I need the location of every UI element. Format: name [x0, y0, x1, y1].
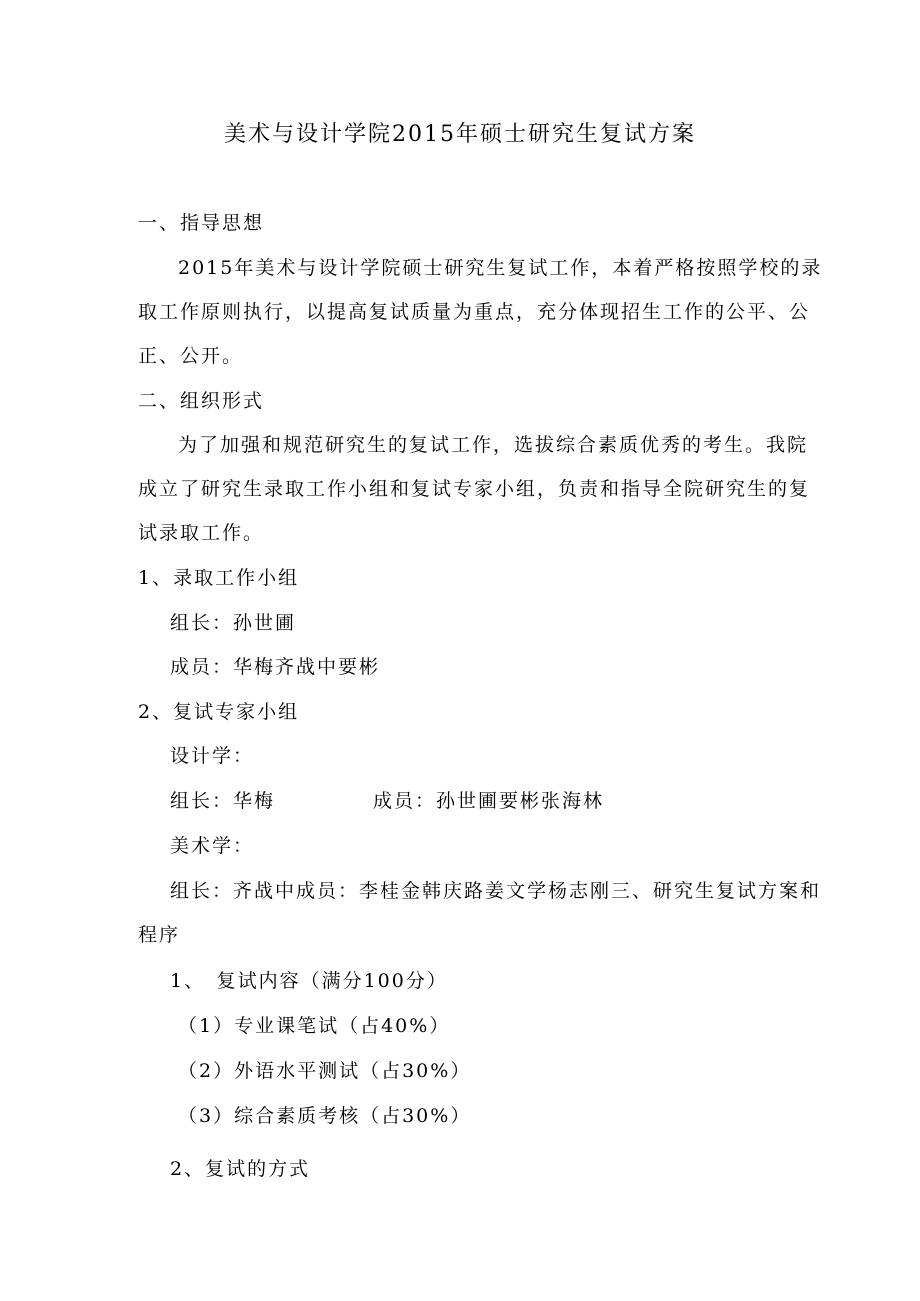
page-title: 美术与设计学院2015年硕士研究生复试方案	[224, 122, 696, 147]
paragraph-line: 取工作原则执行，以提高复试质量为重点，充分体现招生工作的公平、公	[138, 301, 811, 323]
paragraph-line: 2015年美术与设计学院硕士研究生复试工作，本着严格按照学校的录	[178, 257, 823, 279]
design-label: 设计学：	[170, 745, 255, 767]
design-members: 成员：孙世圃要彬张海林	[373, 790, 605, 812]
subheading-expert-group: 2、复试专家小组	[138, 701, 300, 723]
design-leader: 组长：华梅	[170, 790, 276, 812]
item-retest-content: 1、 复试内容（满分100分）	[170, 970, 448, 992]
section-heading-organization: 二、组织形式	[138, 390, 265, 412]
paragraph-line: 为了加强和规范研究生的复试工作，选拔综合素质优秀的考生。我院	[178, 434, 809, 456]
sub-item-language-test: （2）外语水平测试（占30%）	[178, 1060, 472, 1082]
item-retest-method: 2、复试的方式	[170, 1158, 311, 1180]
art-leader-members-line: 组长：齐战中成员：李桂金韩庆路姜文学杨志刚三、研究生复试方案和	[170, 880, 822, 902]
paragraph-line: 成立了研究生录取工作小组和复试专家小组，负责和指导全院研究生的复	[138, 478, 811, 500]
paragraph-line: 正、公开。	[138, 345, 244, 367]
sub-item-quality-assessment: （3）综合素质考核（占30%）	[178, 1105, 472, 1127]
section-heading-guiding-thought: 一、指导思想	[138, 212, 265, 234]
admission-group-leader: 组长：孙世圃	[170, 612, 297, 634]
sub-item-written-exam: （1）专业课笔试（占40%）	[178, 1015, 451, 1037]
subheading-admission-group: 1、录取工作小组	[138, 567, 300, 589]
paragraph-line: 试录取工作。	[138, 522, 265, 544]
art-label: 美术学：	[170, 835, 255, 857]
admission-group-members: 成员：华梅齐战中要彬	[170, 656, 381, 678]
art-line-continuation: 程序	[138, 924, 181, 946]
